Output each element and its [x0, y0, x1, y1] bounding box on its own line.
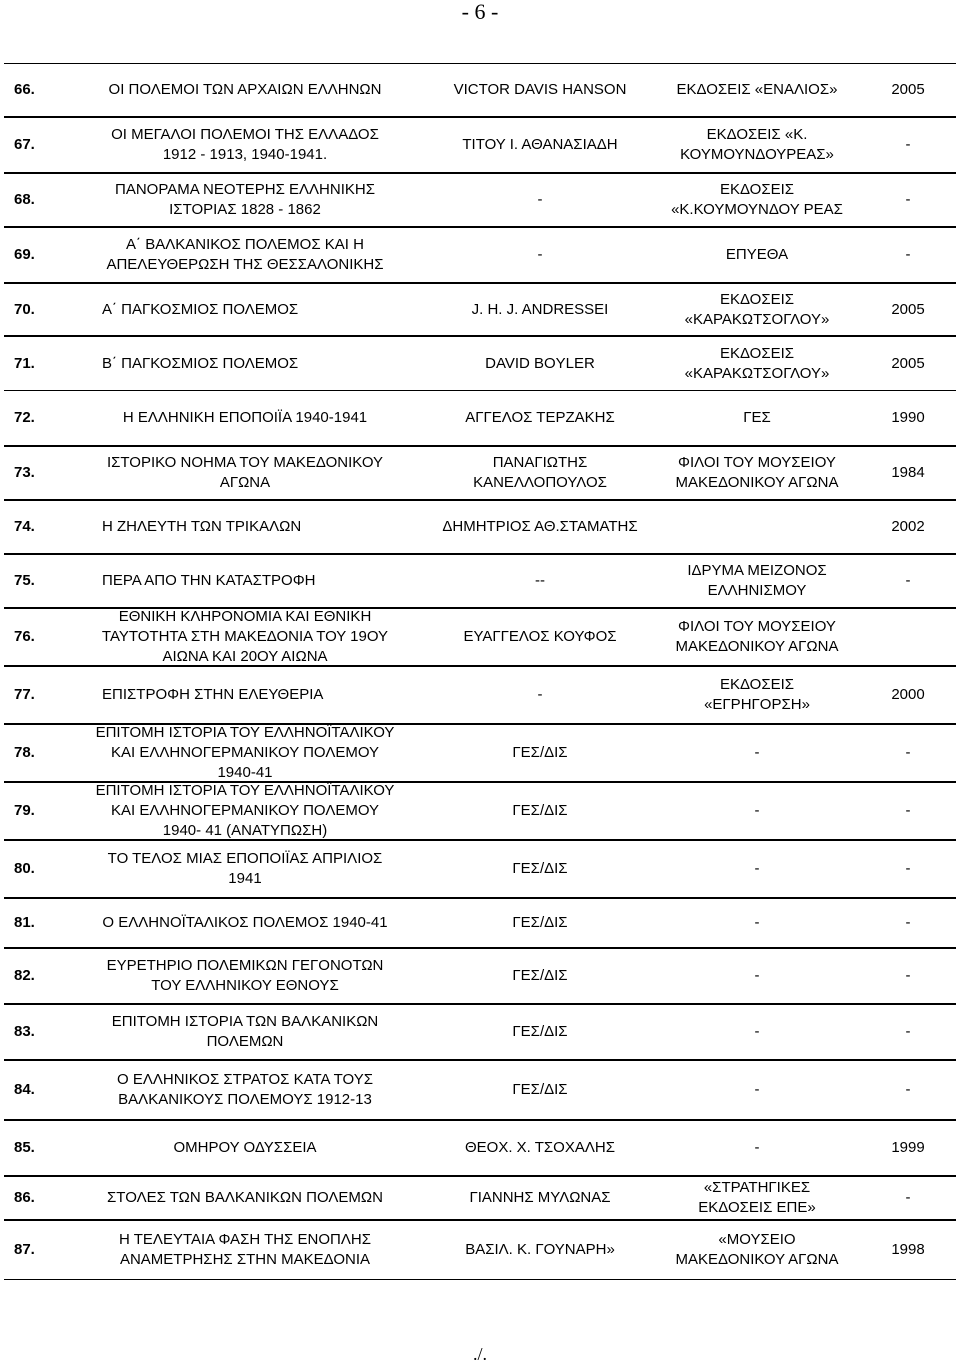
book-year: - — [905, 914, 911, 931]
row-number: 85. — [14, 1139, 35, 1156]
book-title: ΟΙ ΜΕΓΑΛΟΙ ΠΟΛΕΜΟΙ ΤΗΣ ΕΛΛΑΔΟΣ 1912 - 1913, 1940-1941. — [111, 126, 379, 163]
book-year: - — [905, 802, 911, 819]
book-year: 2000 — [891, 686, 925, 703]
book-year: - — [905, 744, 911, 761]
row-number: 87. — [14, 1241, 35, 1258]
book-author: VICTOR DAVIS HANSON — [453, 81, 627, 98]
book-year — [866, 609, 950, 665]
book-year: - — [905, 136, 911, 153]
book-author: ΓΕΣ/ΔΙΣ — [512, 860, 568, 877]
book-title: ΕΠΙΣΤΡΟΦΗ ΣΤΗΝ ΕΛΕΥΘΕΡΙΑ — [102, 686, 324, 703]
row-number: 75. — [14, 572, 35, 589]
book-author: ΓΕΣ/ΔΙΣ — [512, 1023, 568, 1040]
book-title: ΤΟ ΤΕΛΟΣ ΜΙΑΣ ΕΠΟΠΟΙΪΑΣ ΑΠΡΙΛΙΟΣ 1941 — [107, 850, 383, 887]
book-author: ΑΓΓΕΛΟΣ ΤΕΡΖΑΚΗΣ — [465, 409, 615, 426]
book-author: ΓΕΣ/ΔΙΣ — [512, 802, 568, 819]
table-row — [4, 898, 956, 948]
row-number: 76. — [14, 628, 35, 645]
row-number: 71. — [14, 354, 35, 372]
row-number: 81. — [14, 914, 35, 931]
book-title: ΙΣΤΟΡΙΚΟ ΝΟΗΜΑ ΤΟΥ ΜΑΚΕΔΟΝΙΚΟΥ ΑΓΩΝΑ — [106, 454, 384, 491]
book-author: ΘΕΟΧ. Χ. ΤΣΟΧΑΛΗΣ — [465, 1139, 615, 1156]
row-number: 78. — [14, 744, 35, 761]
book-author: - — [537, 191, 543, 208]
table-row — [4, 1120, 956, 1176]
table-row — [4, 446, 956, 500]
book-title: Β΄ ΠΑΓΚΟΣΜΙΟΣ ΠΟΛΕΜΟΣ — [102, 354, 299, 372]
row-number: 72. — [14, 409, 35, 426]
book-year: - — [905, 967, 911, 984]
book-title: ΟΙ ΠΟΛΕΜΟΙ ΤΩΝ ΑΡΧΑΙΩΝ ΕΛΛΗΝΩΝ — [108, 81, 382, 98]
row-number: 84. — [14, 1081, 35, 1098]
book-year: 1999 — [891, 1139, 925, 1156]
book-title: ΣΤΟΛΕΣ ΤΩΝ ΒΑΛΚΑΝΙΚΩΝ ΠΟΛΕΜΩΝ — [107, 1189, 383, 1206]
book-title: ΕΠΙΤΟΜΗ ΙΣΤΟΡΙΑ ΤΟΥ ΕΛΛΗΝΟΪΤΑΛΙΚΟΥ ΚΑΙ ΕΛΛΗΝΟΓΕΡΜΑΝΙΚΟΥ ΠΟΛΕΜΟΥ 1940-41 — [95, 724, 395, 781]
book-title: Ο ΕΛΛΗΝΙΚΟΣ ΣΤΡΑΤΟΣ ΚΑΤΑ ΤΟΥΣ ΒΑΛΚΑΝΙΚΟΥΣ ΠΟΛΕΜΟΥΣ 1912-13 — [117, 1071, 373, 1108]
book-title: ΟΜΗΡΟΥ ΟΔΥΣΣΕΙΑ — [173, 1139, 317, 1156]
continuation-mark: ./. — [472, 1344, 487, 1364]
book-title: ΕΠΙΤΟΜΗ ΙΣΤΟΡΙΑ ΤΟΥ ΕΛΛΗΝΟΪΤΑΛΙΚΟΥ ΚΑΙ ΕΛΛΗΝΟΓΕΡΜΑΝΙΚΟΥ ΠΟΛΕΜΟΥ 1940- 41 (ΑΝΑΤΥΠΩΣΗ) — [95, 782, 395, 839]
book-publisher: ΙΔΡΥΜΑ ΜΕΙΖΟΝΟΣ ΕΛΛΗΝΙΣΜΟΥ — [687, 562, 827, 599]
table-row — [4, 1060, 956, 1120]
book-author: - — [537, 246, 543, 263]
table-row — [4, 1220, 956, 1280]
book-publisher: «ΜΟΥΣΕΙΟ ΜΑΚΕΔΟΝΙΚΟΥ ΑΓΩΝΑ — [675, 1231, 839, 1268]
book-publisher: - — [754, 1081, 760, 1098]
book-author: ΠΑΝΑΓΙΩΤΗΣ ΚΑΝΕΛΛΟΠΟΥΛΟΣ — [473, 454, 607, 491]
table-row — [4, 390, 956, 446]
book-author: ΓΕΣ/ΔΙΣ — [512, 1081, 568, 1098]
page-number: - 6 - — [461, 0, 499, 24]
row-number: 70. — [14, 300, 35, 318]
book-title: Η ΕΛΛΗΝΙΚΗ ΕΠΟΠΟΙΪΑ 1940-1941 — [122, 409, 368, 426]
row-number: 82. — [14, 967, 35, 984]
row-number: 77. — [14, 686, 35, 703]
book-publisher: - — [754, 802, 760, 819]
book-year: - — [905, 246, 911, 263]
table-row — [4, 283, 956, 336]
book-author: ΓΕΣ/ΔΙΣ — [512, 914, 568, 931]
book-year: - — [905, 1023, 911, 1040]
book-title: Α΄ ΒΑΛΚΑΝΙΚΟΣ ΠΟΛΕΜΟΣ ΚΑΙ Η ΑΠΕΛΕΥΘΕΡΩΣΗ ΤΗΣ ΘΕΣΣΑΛΟΝΙΚΗΣ — [106, 236, 384, 273]
book-publisher: - — [754, 914, 760, 931]
book-year: - — [905, 572, 911, 589]
table-row — [4, 117, 956, 173]
row-number: 79. — [14, 802, 35, 819]
book-title: ΠΑΝΟΡΑΜΑ ΝΕΟΤΕΡΗΣ ΕΛΛΗΝΙΚΗΣ ΙΣΤΟΡΙΑΣ 1828 - 1862 — [114, 181, 375, 218]
book-author: DAVID BOYLER — [485, 354, 595, 372]
book-publisher: - — [754, 744, 760, 761]
book-publisher: - — [754, 1139, 760, 1156]
book-author: - — [537, 686, 543, 703]
table-row — [4, 500, 956, 554]
table-row — [4, 666, 956, 724]
row-number: 86. — [14, 1189, 35, 1206]
book-publisher: - — [754, 967, 760, 984]
book-title: Η ΖΗΛΕΥΤΗ ΤΩΝ ΤΡΙΚΑΛΩΝ — [102, 518, 302, 535]
book-publisher: «ΣΤΡΑΤΗΓΙΚΕΣ ΕΚΔΟΣΕΙΣ ΕΠΕ» — [698, 1179, 816, 1216]
book-publisher: ΕΚΔΟΣΕΙΣ «ΚΑΡΑΚΩΤΣΟΓΛΟΥ» — [684, 344, 830, 382]
book-author: ΒΑΣΙΛ. Κ. ΓΟΥΝΑΡΗ» — [465, 1241, 615, 1258]
book-author: ΔΗΜΗΤΡΙΟΣ ΑΘ.ΣΤΑΜΑΤΗΣ — [442, 518, 638, 535]
book-title: ΕΠΙΤΟΜΗ ΙΣΤΟΡΙΑ ΤΩΝ ΒΑΛΚΑΝΙΚΩΝ ΠΟΛΕΜΩΝ — [111, 1013, 379, 1050]
book-year: - — [905, 1189, 911, 1206]
table-row — [4, 724, 956, 782]
table-row — [4, 173, 956, 227]
book-year: 1984 — [891, 464, 925, 481]
book-publisher: ΕΚΔΟΣΕΙΣ «ΕΝΑΛΙΟΣ» — [676, 81, 838, 98]
book-author: ΤΙΤΟΥ Ι. ΑΘΑΝΑΣΙΑΔΗ — [462, 136, 618, 153]
book-publisher: ΕΚΔΟΣΕΙΣ «ΕΓΡΗΓΟΡΣΗ» — [704, 676, 810, 713]
row-number: 80. — [14, 860, 35, 877]
book-year: 1998 — [891, 1241, 925, 1258]
book-year: 2005 — [891, 300, 925, 318]
table-row — [4, 227, 956, 283]
book-author: ΓΕΣ/ΔΙΣ — [512, 744, 568, 761]
table-row — [4, 782, 956, 840]
book-year: 2005 — [891, 354, 925, 372]
book-author: -- — [535, 572, 545, 589]
book-year: 2005 — [891, 81, 925, 98]
table-row — [4, 1004, 956, 1060]
book-publisher: ΓΕΣ — [743, 409, 771, 426]
row-number: 68. — [14, 191, 35, 208]
row-number: 66. — [14, 81, 35, 98]
row-number: 74. — [14, 518, 35, 535]
book-title: ΕΥΡΕΤΗΡΙΟ ΠΟΛΕΜΙΚΩΝ ΓΕΓΟΝΟΤΩΝ ΤΟΥ ΕΛΛΗΝΙΚΟΥ ΕΘΝΟΥΣ — [106, 957, 384, 994]
book-publisher: ΕΚΔΟΣΕΙΣ «Κ. ΚΟΥΜΟΥΝΔΟΥΡΕΑΣ» — [680, 126, 834, 163]
row-number: 73. — [14, 464, 35, 481]
table-row — [4, 336, 956, 391]
book-author: ΕΥΑΓΓΕΛΟΣ ΚΟΥΦΟΣ — [463, 628, 617, 645]
book-title: ΠΕΡΑ ΑΠΟ ΤΗΝ ΚΑΤΑΣΤΡΟΦΗ — [102, 572, 316, 589]
table-row — [4, 63, 956, 117]
book-publisher: ΦΙΛΟΙ ΤΟΥ ΜΟΥΣΕΙΟΥ ΜΑΚΕΔΟΝΙΚΟΥ ΑΓΩΝΑ — [675, 618, 839, 655]
book-author: ΓΕΣ/ΔΙΣ — [512, 967, 568, 984]
book-publisher: ΕΠΥΕΘΑ — [725, 246, 789, 263]
row-number: 67. — [14, 136, 35, 153]
book-year: - — [905, 191, 911, 208]
table-row — [4, 840, 956, 898]
book-publisher: - — [754, 1023, 760, 1040]
book-year: - — [905, 860, 911, 877]
table-row — [4, 608, 956, 666]
book-title: ΕΘΝΙΚΗ ΚΛΗΡΟΝΟΜΙΑ ΚΑΙ ΕΘΝΙΚΗ ΤΑΥΤΟΤΗΤΑ ΣΤΗ ΜΑΚΕΔΟΝΙΑ ΤΟΥ 19ΟΥ ΑΙΩΝΑ ΚΑΙ 20ΟΥ ΑΙΩΝΑ — [101, 608, 389, 665]
book-year: 1990 — [891, 409, 925, 426]
row-number: 83. — [14, 1023, 35, 1040]
book-publisher: ΕΚΔΟΣΕΙΣ «ΚΑΡΑΚΩΤΣΟΓΛΟΥ» — [684, 290, 830, 328]
table-row — [4, 1176, 956, 1220]
book-year: 2002 — [891, 518, 925, 535]
book-author: ΓΙΑΝΝΗΣ ΜΥΛΩΝΑΣ — [469, 1189, 611, 1206]
book-author: J. H. J. ANDRESSEI — [471, 300, 609, 318]
row-number: 69. — [14, 246, 35, 263]
book-publisher: - — [754, 860, 760, 877]
table-row — [4, 948, 956, 1004]
book-year: - — [905, 1081, 911, 1098]
book-title: Α΄ ΠΑΓΚΟΣΜΙΟΣ ΠΟΛΕΜΟΣ — [102, 300, 299, 318]
book-title: Ο ΕΛΛΗΝΟΪΤΑΛΙΚΟΣ ΠΟΛΕΜΟΣ 1940-41 — [102, 914, 388, 931]
book-publisher: ΦΙΛΟΙ ΤΟΥ ΜΟΥΣΕΙΟΥ ΜΑΚΕΔΟΝΙΚΟΥ ΑΓΩΝΑ — [675, 454, 839, 491]
book-title: Η ΤΕΛΕΥΤΑΙΑ ΦΑΣΗ ΤΗΣ ΕΝΟΠΛΗΣ ΑΝΑΜΕΤΡΗΣΗΣ ΣΤΗΝ ΜΑΚΕΔΟΝΙΑ — [119, 1231, 371, 1268]
book-publisher: ΕΚΔΟΣΕΙΣ «Κ.ΚΟΥΜΟΥΝΔΟΥ ΡΕΑΣ — [671, 181, 843, 218]
table-row — [4, 554, 956, 608]
book-publisher — [648, 501, 866, 553]
